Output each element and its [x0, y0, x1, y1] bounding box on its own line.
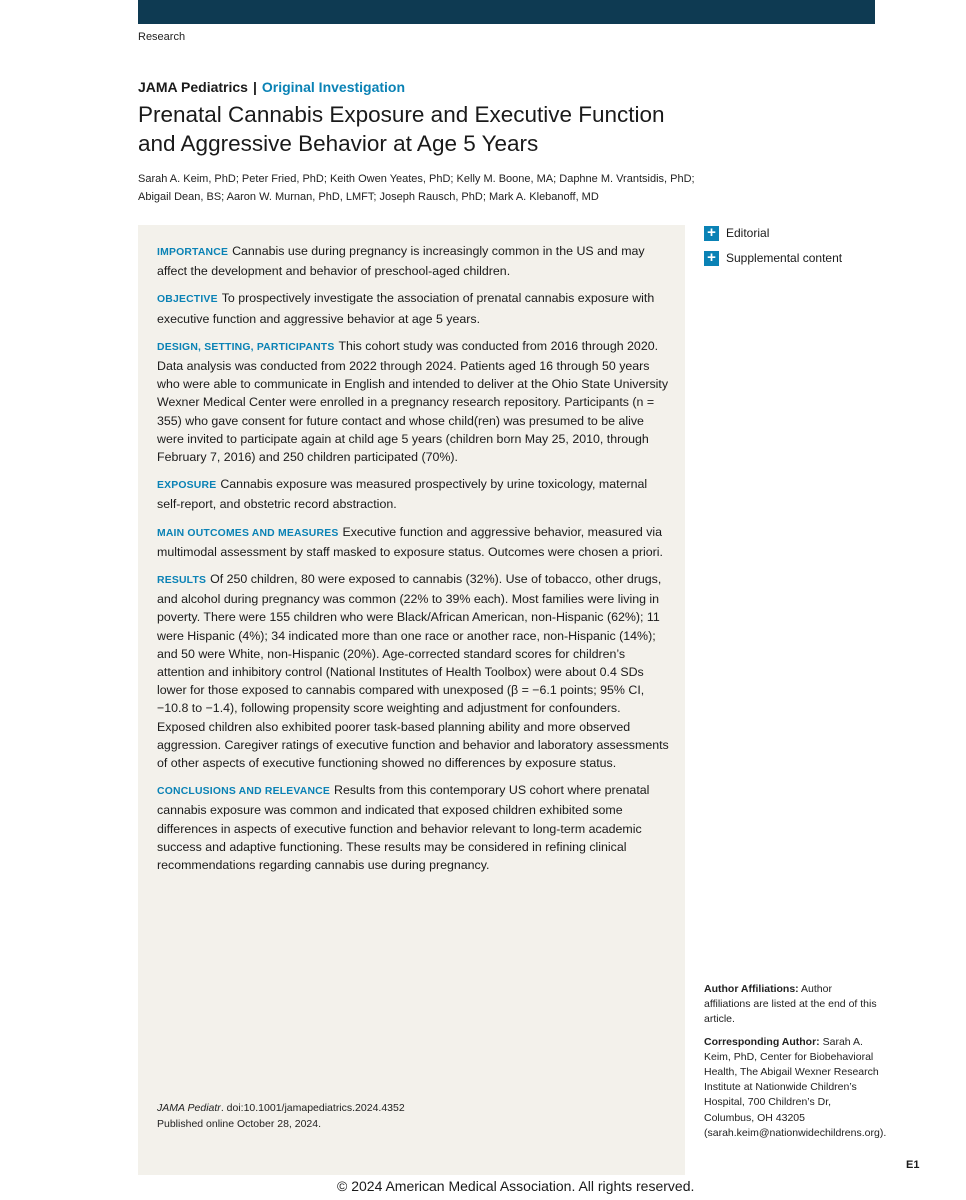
editorial-link[interactable] [704, 225, 842, 241]
abstract-text: To prospectively investigate the association of prenatal cannabis exposure with executive function and aggressive behavior at age 5 years. [157, 291, 655, 326]
doi-line [157, 1101, 405, 1117]
abstract-results [157, 570, 672, 772]
supplemental-content-link[interactable] [704, 250, 842, 266]
abstract-heading: OBJECTIVE [157, 294, 218, 306]
copyright: © 2024 American Medical Association. All rights reserved. [337, 1178, 695, 1194]
abstract-text: Cannabis use during pregnancy is increasingly common in the US and may affect the development and behavior of preschool-aged children. [157, 244, 645, 279]
affiliations-text: Author affiliations are listed at the end of this article. [704, 983, 877, 1026]
article-type: Original Investigation [261, 79, 406, 95]
abstract-heading: MAIN OUTCOMES AND MEASURES [157, 527, 339, 539]
abstract-exposure [157, 475, 672, 513]
plus-icon: + [704, 226, 719, 241]
abstract-text: Executive function and aggressive behavior, measured via multimodal assessment by staff masked to exposure status. Outcomes were chosen a priori. [157, 524, 663, 559]
abstract [157, 242, 672, 883]
corresponding-label: Corresponding Author: [704, 1035, 820, 1048]
abstract-outcomes [157, 523, 672, 561]
abstract-conclusions [157, 781, 672, 874]
editorial-link-label: Editorial [726, 226, 770, 240]
abstract-text: Of 250 children, 80 were exposed to cannabis (32%). Use of tobacco, other drugs, and alcohol during pregnancy was common (22% to 39% each). Most families were living in poverty. There were 155 children who were Black/African American, non-Hispanic (62%); 11 were Hispanic (4%); 34 indicated more than one race or another race, non-Hispanic (14%); and 50 were White, non-Hispanic (20%). Age-corrected standard scores for children’s attention and inhibitory control (National Institutes of Health Toolbox) were about 0.4 SDs lower for those exposed to cannabis compared with unexposed (β = −6.1 points; 95% CI, −10.8 to −1.4), following propensity score weighting and adjustment for confounders. Exposed children also exhibited poorer task-based planning ability and more observed aggression. Caregiver ratings of executive function and behavior and laboratory assessments of other aspects of executive functioning showed no differences by exposure status. [157, 572, 669, 771]
supplemental-link-label: Supplemental content [726, 251, 843, 265]
journal-name: JAMA Pediatrics [138, 79, 248, 95]
citation [157, 1101, 405, 1132]
corresponding-author [704, 1035, 887, 1141]
abstract-heading: DESIGN, SETTING, PARTICIPANTS [157, 341, 335, 353]
author-list: Sarah A. Keim, PhD; Peter Fried, PhD; Keith Owen Yeates, PhD; Kelly M. Boone, MA; Daphne M. Vrantsidis, PhD; Abigail Dean, BS; Aaron W. Murnan, PhD, LMFT; Joseph Rausch, PhD; Mark A. Klebanoff, MD [138, 173, 695, 203]
doi: . doi:10.1001/jamapediatrics.2024.4352 [220, 1102, 405, 1114]
abstract-text: This cohort study was conducted from 2016 through 2020. Data analysis was conducted from 2022 through 2024. Patients aged 16 through 50 years who were able to communicate in English and intended to deliver at the Ohio State University Wexner Medical Center were enrolled in a pregnancy research repository. Participants (n = 355) who gave consent for future contact and whose child(ren) was presumed to be alive were invited to participate again at child age 5 years (children born May 25, 2010, through February 7, 2016) and 250 children participated (70%). [157, 338, 669, 465]
abstract-text: Cannabis exposure was measured prospectively by urine toxicology, maternal self-report, and obstetric record abstraction. [157, 477, 648, 512]
abstract-heading: CONCLUSIONS AND RELEVANCE [157, 786, 330, 798]
author-info [704, 982, 887, 1148]
section-label: Research [138, 31, 186, 43]
published-date: Published online October 28, 2024. [157, 1117, 322, 1130]
top-bar [138, 0, 875, 24]
affiliations-label: Author Affiliations: [704, 983, 799, 995]
article-title: Prenatal Cannabis Exposure and Executive Function and Aggressive Behavior at Age 5 Years [138, 102, 665, 156]
author-affiliations [704, 982, 879, 1028]
abstract-objective [157, 289, 672, 327]
page-number: E1 [906, 1159, 920, 1171]
abstract-text: Results from this contemporary US cohort where prenatal cannabis exposure was common and indicated that exposed children exhibited some differences in aspects of executive function and behavior relevant to long-term academic success and adaptive functioning. These results may be considered in refining clinical recommendations regarding cannabis use during pregnancy. [157, 783, 650, 873]
abstract-heading: IMPORTANCE [157, 247, 229, 258]
journal-abbrev: JAMA Pediatr [157, 1102, 221, 1114]
journal-separator: | [252, 79, 257, 95]
corresponding-text: Sarah A. Keim, PhD, Center for Biobehavioral Health, The Abigail Wexner Research Institute at Nationwide Children’s Hospital, 700 Children’s Dr, Columbus, OH 43205 (sarah.keim@nationwidechildrens.org). [704, 1035, 887, 1139]
abstract-heading: EXPOSURE [157, 480, 217, 492]
abstract-importance [157, 242, 672, 280]
journal-line [138, 79, 405, 95]
plus-icon: + [704, 251, 719, 266]
abstract-heading: RESULTS [157, 575, 207, 587]
abstract-design [157, 337, 672, 466]
related-links [704, 225, 842, 275]
